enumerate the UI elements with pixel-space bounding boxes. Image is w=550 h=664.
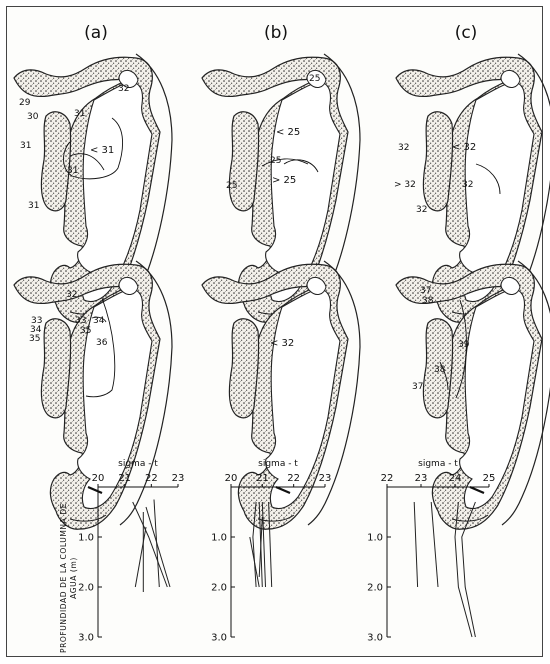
x-tick-label: 22 — [144, 473, 158, 484]
map-label-b-mid-lt32: < 32 — [270, 338, 295, 349]
map-label-c-mid-38: 38 — [422, 296, 434, 306]
x-tick-label: 20 — [91, 473, 105, 484]
x-tick-label: 25 — [482, 473, 496, 484]
x-tick-label: 22 — [380, 473, 394, 484]
map-label-c-top-32-right: 32 — [462, 180, 474, 190]
map-label-b-top-25-left: 25 — [226, 181, 238, 191]
map-label-c-top-32: 32 — [398, 143, 410, 153]
map-label-b-top-25: 25 — [309, 74, 321, 84]
y-tick-label: 2.0 — [211, 582, 227, 594]
x-tick-label: 22 — [287, 473, 301, 484]
map-label-a-top-31-left: 31 — [20, 141, 32, 151]
map-label-c-mid-39: 39 — [458, 340, 470, 350]
y-tick-label: 3.0 — [211, 632, 227, 644]
map-label-c-top-lt32: < 32 — [452, 142, 477, 153]
map-label-a-mid-34: 34 — [30, 325, 42, 335]
map-label-a-top-lt31: < 31 — [90, 145, 115, 156]
map-label-a-top-31-inner: 31 — [67, 166, 79, 176]
profile-series-line — [135, 527, 146, 587]
map-label-c-top-32-bottom: 32 — [416, 205, 428, 215]
map-label-b-top-gt25: > 25 — [272, 175, 297, 186]
map-label-a-top-29: 29 — [19, 98, 31, 108]
panel-header-b: (b) — [263, 23, 289, 43]
map-label-a-top-30: 30 — [27, 112, 39, 122]
map-label-c-mid-38-lower: 38 — [434, 365, 446, 375]
y-axis-label-line2: AGUA (m) — [69, 557, 78, 599]
map-label-a-mid-35: 35 — [29, 334, 41, 344]
map-label-a-mid-35-inner: 35 — [80, 326, 92, 336]
y-axis-label-line1: PROFUNDIDAD DE LA COLUMNA DE — [59, 502, 68, 654]
map-label-a-top-31-bottom: 31 — [28, 201, 40, 211]
x-tick-label: 24 — [448, 473, 462, 484]
panel-header-c: (c) — [454, 23, 478, 43]
map-label-a-mid-33-inner: 33 — [75, 316, 87, 326]
map-label-c-top-gt32: > 32 — [394, 180, 416, 190]
x-tick-label: 23 — [171, 473, 185, 484]
y-tick-label: 1.0 — [78, 532, 94, 544]
y-tick-label: 3.0 — [367, 632, 383, 644]
y-tick-label: 1.0 — [367, 532, 383, 544]
profile-series-line — [414, 502, 417, 587]
y-tick-label: 2.0 — [367, 582, 383, 594]
map-label-b-top-25-mid: 25 — [270, 156, 282, 166]
y-tick-label: 1.0 — [211, 532, 227, 544]
map-label-a-mid-33: 33 — [31, 316, 43, 326]
y-tick-label: 3.0 — [78, 632, 94, 644]
map-label-a-top-32: 32 — [118, 84, 130, 94]
profile-series-line — [431, 502, 438, 587]
profile-series-line — [146, 507, 170, 587]
map-label-a-mid-32: 32 — [66, 290, 78, 300]
panel-header-a: (a) — [84, 23, 108, 43]
map-label-a-mid-34-inner: 34 — [93, 316, 105, 326]
chart-title: sigma - t — [418, 459, 458, 469]
map-label-a-mid-36: 36 — [96, 338, 108, 348]
y-tick-label: 2.0 — [78, 582, 94, 594]
x-tick-label: 23 — [414, 473, 428, 484]
profile-series-line — [250, 537, 259, 587]
map-label-c-mid-37: 37 — [420, 286, 432, 296]
x-tick-label: 20 — [224, 473, 238, 484]
x-tick-label: 23 — [318, 473, 332, 484]
chart-title: sigma - t — [118, 459, 158, 469]
profile-series-line — [154, 500, 159, 588]
x-tick-label: 21 — [255, 473, 269, 484]
map-label-a-top-31: 31 — [74, 109, 86, 119]
chart-title: sigma - t — [258, 459, 298, 469]
sigma-t-profile-chart-c — [367, 459, 495, 644]
x-tick-label: 21 — [118, 473, 132, 484]
sigma-t-profile-chart-b — [211, 459, 331, 644]
map-label-b-top-lt25: < 25 — [276, 127, 301, 138]
map-label-c-mid-37-lower: 37 — [412, 382, 424, 392]
